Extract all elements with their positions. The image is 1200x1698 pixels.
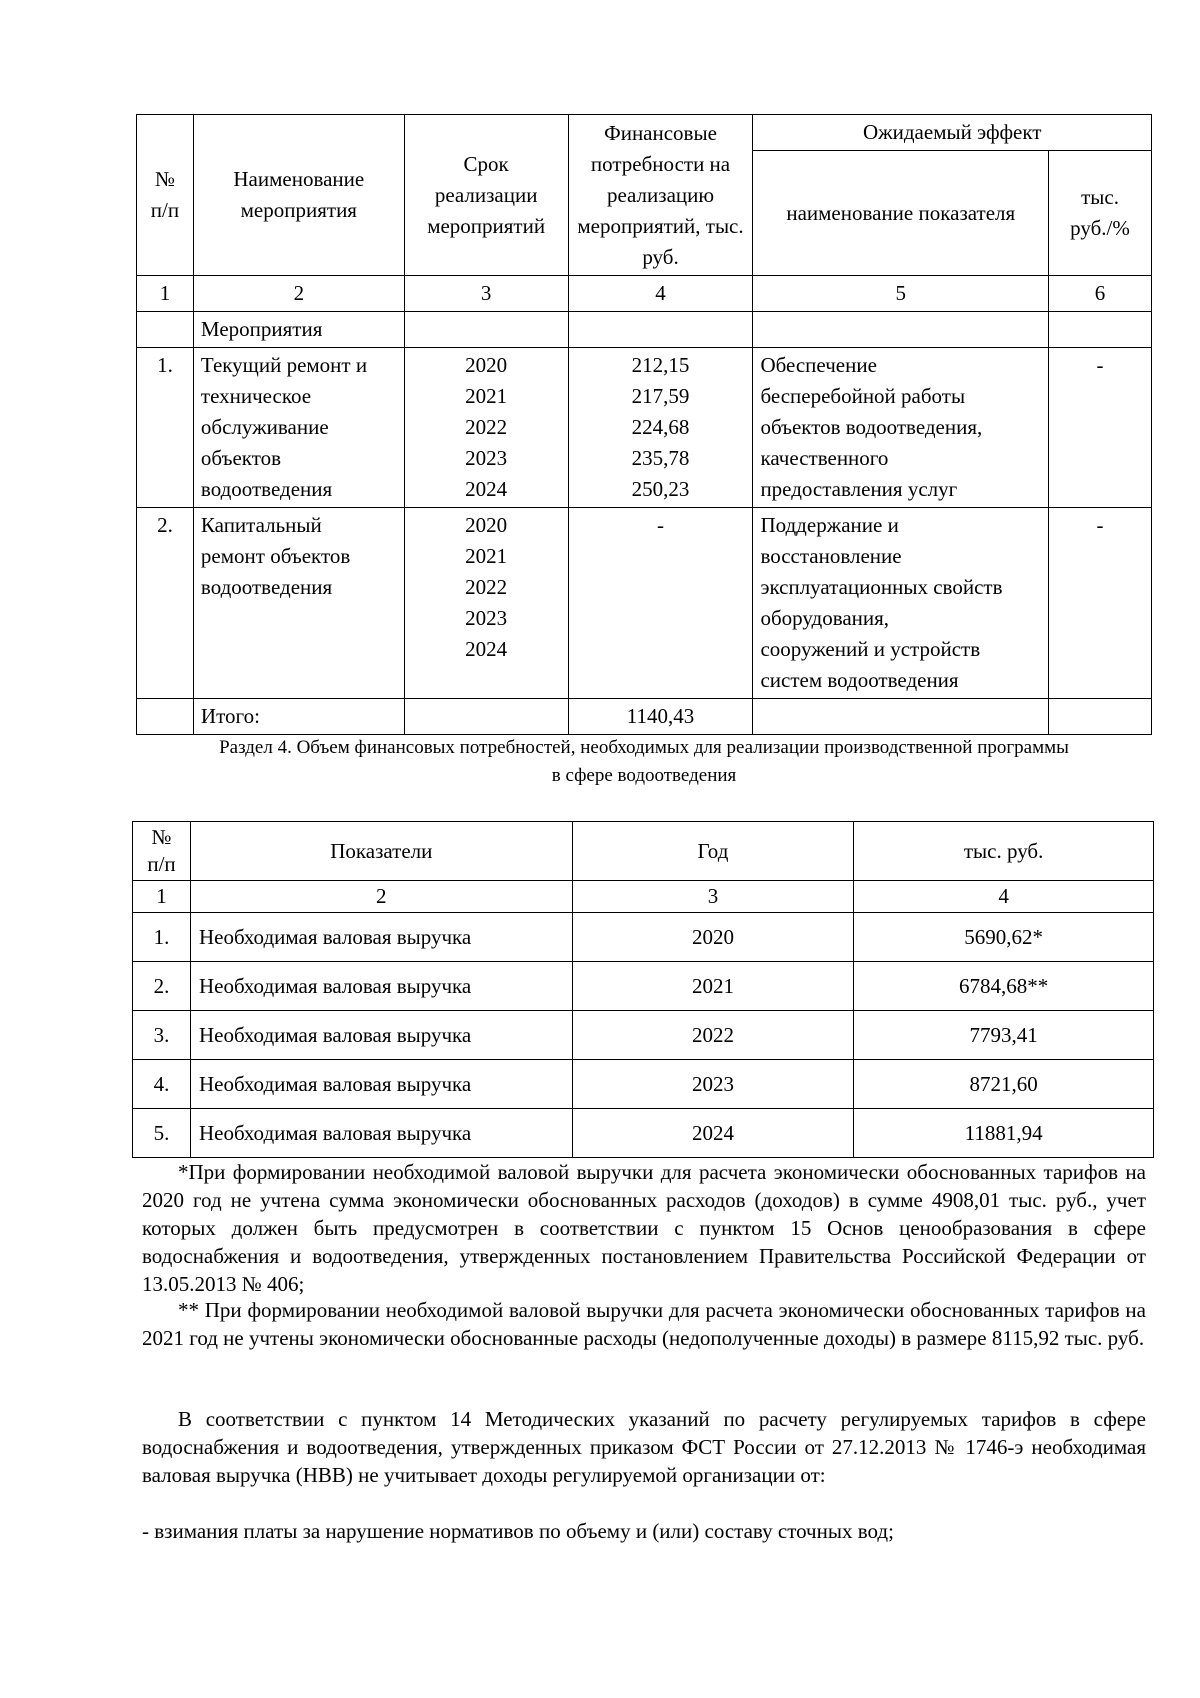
indicator-value: 7793,41 [854, 1011, 1154, 1060]
indicator-name: Необходимая валовая выручка [190, 1060, 572, 1109]
header-num: № п/п [137, 115, 194, 276]
table-row [133, 962, 1154, 1011]
column-number-row [133, 881, 1154, 913]
row-num: 1. [133, 913, 191, 962]
indicator-name: Необходимая валовая выручка [190, 913, 572, 962]
indicator-value: 5690,62* [854, 913, 1154, 962]
activity-finance: 212,15 217,59 224,68 235,78 250,23 [568, 348, 753, 508]
header-name: Наименование мероприятия [193, 115, 404, 276]
indicator-year: 2021 [572, 962, 854, 1011]
indicator-name: Необходимая валовая выручка [190, 1011, 572, 1060]
activities-table [136, 114, 1152, 735]
col-num: 1 [137, 276, 194, 312]
table-row [133, 1060, 1154, 1109]
row-num: 2. [133, 962, 191, 1011]
col-num: 4 [854, 881, 1154, 913]
header-year: Год [572, 822, 854, 881]
total-label: Итого: [193, 699, 404, 735]
col-num: 3 [404, 276, 568, 312]
section-label-row [137, 312, 1152, 348]
indicator-year: 2023 [572, 1060, 854, 1109]
col-num: 2 [193, 276, 404, 312]
total-value: 1140,43 [568, 699, 753, 735]
total-row [137, 699, 1152, 735]
activity-finance: - [568, 508, 753, 699]
footnote-2: ** При формировании необходимой валовой выручки для расчета экономически обоснованных тарифов на 2021 год не учтены экономически обоснованные расходы (недополученные доходы) в размере 8115,92 тыс. руб. [142, 1298, 1146, 1350]
header-row [133, 822, 1154, 881]
activity-name: Текущий ремонт и техническое обслуживание объектов водоотведения [193, 348, 404, 508]
row-num: 1. [137, 348, 194, 508]
indicator-name: Необходимая валовая выручка [190, 1109, 572, 1158]
indicator-value: 11881,94 [854, 1109, 1154, 1158]
col-num: 2 [190, 881, 572, 913]
header-num: № п/п [133, 822, 191, 881]
column-number-row [137, 276, 1152, 312]
activity-years: 2020 2021 2022 2023 2024 [404, 348, 568, 508]
header-period: Срок реализации мероприятий [404, 115, 568, 276]
indicator-value: 8721,60 [854, 1060, 1154, 1109]
row-num: 2. [137, 508, 194, 699]
table-row [133, 1109, 1154, 1158]
table-row [137, 508, 1152, 699]
list-item: - взимания платы за нарушение нормативов по объему и (или) составу сточных вод; [142, 1519, 894, 1543]
activity-years: 2020 2021 2022 2023 2024 [404, 508, 568, 699]
indicator-value: 6784,68** [854, 962, 1154, 1011]
col-num: 4 [568, 276, 753, 312]
activity-unit: - [1049, 348, 1152, 508]
header-indicators: Показатели [190, 822, 572, 881]
header-finance: Финансовые потребности на реализацию мероприятий, тыс. руб. [568, 115, 753, 276]
header-unit: тыс. руб./% [1049, 151, 1152, 276]
table-row [133, 1011, 1154, 1060]
indicator-year: 2024 [572, 1109, 854, 1158]
col-num: 5 [753, 276, 1049, 312]
section-label: Мероприятия [193, 312, 404, 348]
indicator-year: 2020 [572, 913, 854, 962]
activity-name: Капитальный ремонт объектов водоотведения [193, 508, 404, 699]
col-num: 1 [133, 881, 191, 913]
revenue-table [132, 821, 1154, 1158]
indicator-name: Необходимая валовая выручка [190, 962, 572, 1011]
indicator-year: 2022 [572, 1011, 854, 1060]
activity-effect: Поддержание и восстановление эксплуатационных свойств оборудования, сооружений и устройств систем водоотведения [753, 508, 1049, 699]
footnote-1: *При формировании необходимой валовой выручки для расчета экономически обоснованных тарифов на 2020 год не учтена сумма экономически обоснованных расходов (доходов) в сумме 4908,01 тыс. руб., учет которых должен быть предусмотрен в соответствии с пунктом 15 Основ ценообразования в сфере водоснабжения и водоотведения, утвержденных постановлением Правительства Российской Федерации от 13.05.2013 № 406; [142, 1160, 1146, 1296]
row-num: 3. [133, 1011, 191, 1060]
activity-unit: - [1049, 508, 1152, 699]
table-row [137, 348, 1152, 508]
header-value: тыс. руб. [854, 822, 1154, 881]
section-title: Раздел 4. Объем финансовых потребностей, необходимых для реализации производственной программы в сфере водоотведения [219, 737, 1069, 786]
body-paragraph: В соответствии с пунктом 14 Методических указаний по расчету регулируемых тарифов в сфере водоснабжения и водоотведения, утвержденных приказом ФСТ России от 27.12.2013 № 1746-э необходимая валовая выручка (НВВ) не учитывает доходы регулируемой организации от: [142, 1407, 1146, 1487]
col-num: 3 [572, 881, 854, 913]
table-row [133, 913, 1154, 962]
col-num: 6 [1049, 276, 1152, 312]
row-num: 5. [133, 1109, 191, 1158]
header-indicator: наименование показателя [753, 151, 1049, 276]
activity-effect: Обеспечение бесперебойной работы объектов водоотведения, качественного предоставления услуг [753, 348, 1049, 508]
row-num: 4. [133, 1060, 191, 1109]
header-effect: Ожидаемый эффект [753, 115, 1152, 151]
